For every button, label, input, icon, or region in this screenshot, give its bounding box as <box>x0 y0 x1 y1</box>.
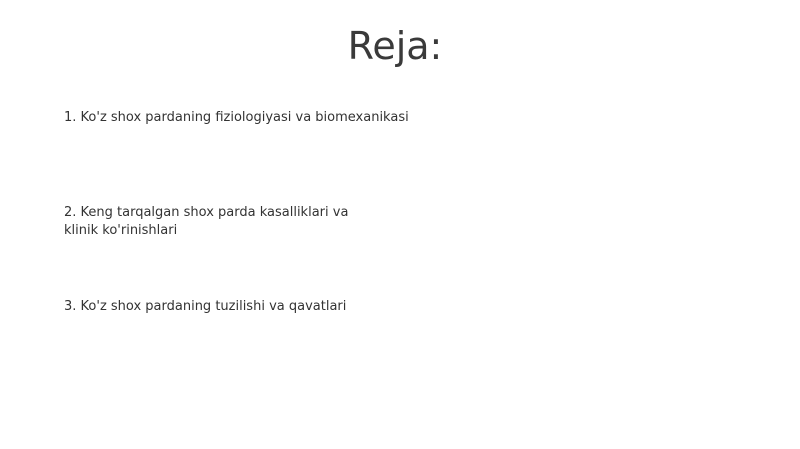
agenda-item: 2. Keng tarqalgan shox parda kasalliklari va klinik ko'rinishlari <box>64 205 349 238</box>
agenda-item: 1. Ko'z shox pardaning fiziologiyasi va biomexanikasi <box>64 110 409 125</box>
slide-title: Reja: <box>347 24 443 68</box>
agenda-item: 3. Ko'z shox pardaning tuzilishi va qavatlari <box>64 299 347 314</box>
